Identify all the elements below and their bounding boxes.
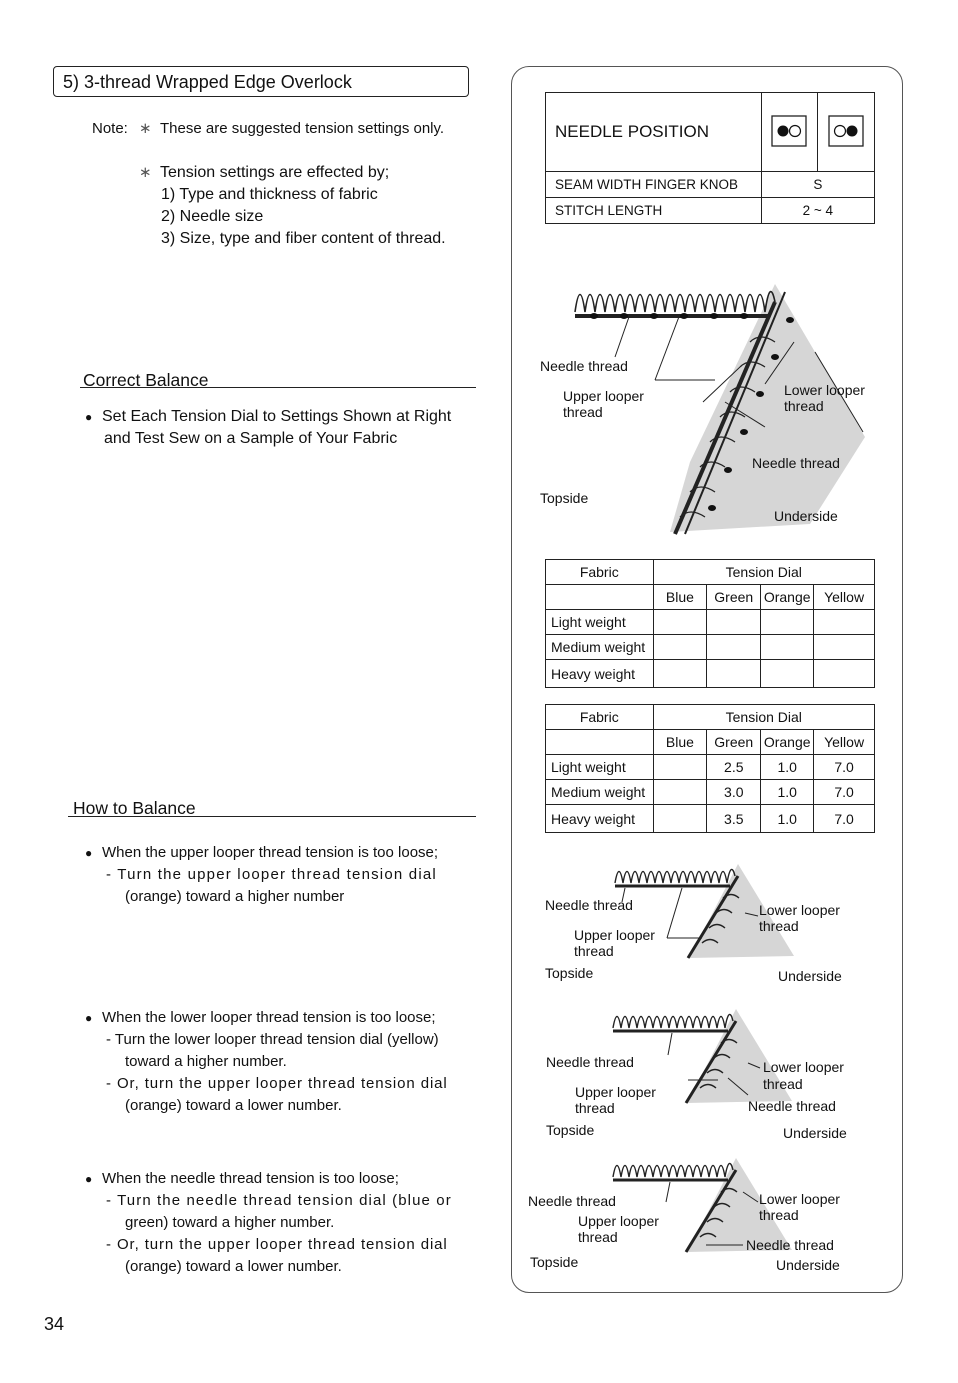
yellow-cell xyxy=(814,610,875,635)
balance-2-line: (orange) toward a lower number. xyxy=(125,1097,342,1114)
table-row xyxy=(546,755,875,780)
right-needle-icon xyxy=(818,93,875,172)
upper-looper-label: Upper looper xyxy=(574,927,655,943)
needle-thread-label: Needle thread xyxy=(528,1193,616,1209)
yellow-cell: 7.0 xyxy=(814,780,875,805)
needle-thread-label: Needle thread xyxy=(748,1098,836,1114)
bullet-icon: ● xyxy=(85,846,93,860)
lower-looper-label: thread xyxy=(763,1076,803,1092)
stitch-length-label: STITCH LENGTH xyxy=(546,198,762,224)
fabric-cell: Medium weight xyxy=(546,635,654,660)
bullet-icon: ● xyxy=(85,410,93,424)
fabric-cell: Heavy weight xyxy=(546,660,654,688)
underside-label: Underside xyxy=(776,1257,840,1273)
page-number: 34 xyxy=(44,1314,65,1334)
blue-header: Blue xyxy=(653,730,707,755)
correct-balance-text-1: Set Each Tension Dial to Settings Shown at Right xyxy=(102,408,452,425)
note-label: Note: xyxy=(92,120,128,137)
asterisk-icon: ∗ xyxy=(139,120,152,137)
balance-2-line: - Or, turn the upper looper thread tension dial xyxy=(106,1075,448,1092)
needle-thread-label: Needle thread xyxy=(546,1054,634,1070)
blue-cell xyxy=(653,805,707,833)
fabric-cell: Light weight xyxy=(546,610,654,635)
yellow-cell xyxy=(814,635,875,660)
lower-looper-label: thread xyxy=(759,1207,799,1223)
orange-header: Orange xyxy=(761,730,814,755)
section-title: 5) 3-thread Wrapped Edge Overlock xyxy=(53,66,469,97)
blue-cell xyxy=(653,755,707,780)
tension-table-blank xyxy=(545,559,875,688)
upper-looper-label: Upper looper xyxy=(563,388,644,404)
left-needle-icon xyxy=(761,93,818,172)
upper-looper-label: Upper looper xyxy=(575,1084,656,1100)
fabric-cell: Heavy weight xyxy=(546,805,654,833)
needle-thread-label: Needle thread xyxy=(540,358,628,374)
lower-looper-label: Lower looper xyxy=(759,1191,840,1207)
balance-1-lead: When the upper looper thread tension is too loose; xyxy=(102,844,439,861)
correct-balance-text-2: and Test Sew on a Sample of Your Fabric xyxy=(104,430,398,447)
blue-header: Blue xyxy=(653,585,707,610)
yellow-header: Yellow xyxy=(814,730,875,755)
note-item: 3) Size, type and fiber content of thread. xyxy=(161,230,446,247)
balance-2-line: - Turn the lower looper thread tension dial (yellow) xyxy=(106,1031,439,1048)
fabric-cell: Medium weight xyxy=(546,780,654,805)
correct-balance-heading: Correct Balance xyxy=(83,370,209,390)
fabric-header: Fabric xyxy=(546,705,654,730)
lower-looper-label: Lower looper xyxy=(763,1059,844,1075)
balance-1-line: - Turn the upper looper thread tension dial xyxy=(106,866,437,883)
upper-looper-label: thread xyxy=(575,1100,615,1116)
tension-dial-header: Tension Dial xyxy=(653,705,874,730)
green-cell: 3.5 xyxy=(707,805,761,833)
stitch-length-value: 2 ~ 4 xyxy=(761,198,874,224)
table-row xyxy=(546,635,875,660)
upper-looper-label: thread xyxy=(563,404,603,420)
yellow-cell: 7.0 xyxy=(814,755,875,780)
orange-header: Orange xyxy=(761,585,814,610)
yellow-cell xyxy=(814,660,875,688)
balance-2-lead: When the lower looper thread tension is too loose; xyxy=(102,1009,436,1026)
needle-thread-label: Needle thread xyxy=(545,897,633,913)
needle-thread-label: Needle thread xyxy=(746,1237,834,1253)
underside-label: Underside xyxy=(783,1125,847,1141)
bullet-icon: ● xyxy=(85,1011,93,1025)
bullet-icon: ● xyxy=(85,1172,93,1186)
table-row xyxy=(546,610,875,635)
tension-table-filled xyxy=(545,704,875,833)
needle-thread-label: Needle thread xyxy=(752,455,840,471)
asterisk-icon: ∗ xyxy=(139,164,152,181)
topside-label: Topside xyxy=(530,1254,579,1270)
underside-label: Underside xyxy=(778,968,842,984)
orange-cell: 1.0 xyxy=(761,780,814,805)
yellow-header: Yellow xyxy=(814,585,875,610)
fabric-cell: Light weight xyxy=(546,755,654,780)
topside-label: Topside xyxy=(540,490,589,506)
seam-width-value: S xyxy=(761,172,874,198)
orange-cell xyxy=(761,635,814,660)
orange-cell: 1.0 xyxy=(761,755,814,780)
balance-1-line: (orange) toward a higher number xyxy=(125,888,345,905)
tension-dial-header: Tension Dial xyxy=(653,560,874,585)
heading-underline xyxy=(80,387,476,388)
upper-looper-label: thread xyxy=(578,1229,618,1245)
blue-cell xyxy=(653,780,707,805)
fabric-header: Fabric xyxy=(546,560,654,585)
lower-looper-label: thread xyxy=(759,918,799,934)
note-line-1: These are suggested tension settings only. xyxy=(160,120,445,137)
green-cell xyxy=(707,660,761,688)
stitch-diagram xyxy=(570,272,870,537)
orange-cell xyxy=(761,610,814,635)
green-header: Green xyxy=(707,585,761,610)
needle-position-label: NEEDLE POSITION xyxy=(546,93,762,172)
note-line-2: Tension settings are effected by; xyxy=(160,164,390,181)
lower-looper-label: Lower looper xyxy=(784,382,865,398)
orange-cell xyxy=(761,660,814,688)
table-row xyxy=(546,660,875,688)
topside-label: Topside xyxy=(545,965,594,981)
lower-looper-label: Lower looper xyxy=(759,902,840,918)
blue-cell xyxy=(653,610,707,635)
balance-3-line: - Turn the needle thread tension dial (blue or xyxy=(106,1192,452,1209)
balance-3-line: - Or, turn the upper looper thread tension dial xyxy=(106,1236,448,1253)
how-to-balance-heading: How to Balance xyxy=(73,798,196,818)
needle-position-table xyxy=(545,92,875,224)
note-item: 2) Needle size xyxy=(161,208,264,225)
topside-label: Topside xyxy=(546,1122,595,1138)
lower-looper-label: thread xyxy=(784,398,824,414)
balance-2-line: toward a higher number. xyxy=(125,1053,287,1070)
table-row xyxy=(546,780,875,805)
green-header: Green xyxy=(707,730,761,755)
balance-3-lead: When the needle thread tension is too loose; xyxy=(102,1170,399,1187)
green-cell: 3.0 xyxy=(707,780,761,805)
note-item: 1) Type and thickness of fabric xyxy=(161,186,378,203)
table-row xyxy=(546,805,875,833)
yellow-cell: 7.0 xyxy=(814,805,875,833)
orange-cell: 1.0 xyxy=(761,805,814,833)
seam-width-label: SEAM WIDTH FINGER KNOB xyxy=(546,172,762,198)
underside-label: Underside xyxy=(774,508,838,524)
balance-3-line: (orange) toward a lower number. xyxy=(125,1258,342,1275)
upper-looper-label: thread xyxy=(574,943,614,959)
green-cell: 2.5 xyxy=(707,755,761,780)
blue-cell xyxy=(653,635,707,660)
green-cell xyxy=(707,635,761,660)
green-cell xyxy=(707,610,761,635)
balance-3-line: green) toward a higher number. xyxy=(125,1214,335,1231)
blue-cell xyxy=(653,660,707,688)
upper-looper-label: Upper looper xyxy=(578,1213,659,1229)
heading-underline xyxy=(68,816,476,817)
